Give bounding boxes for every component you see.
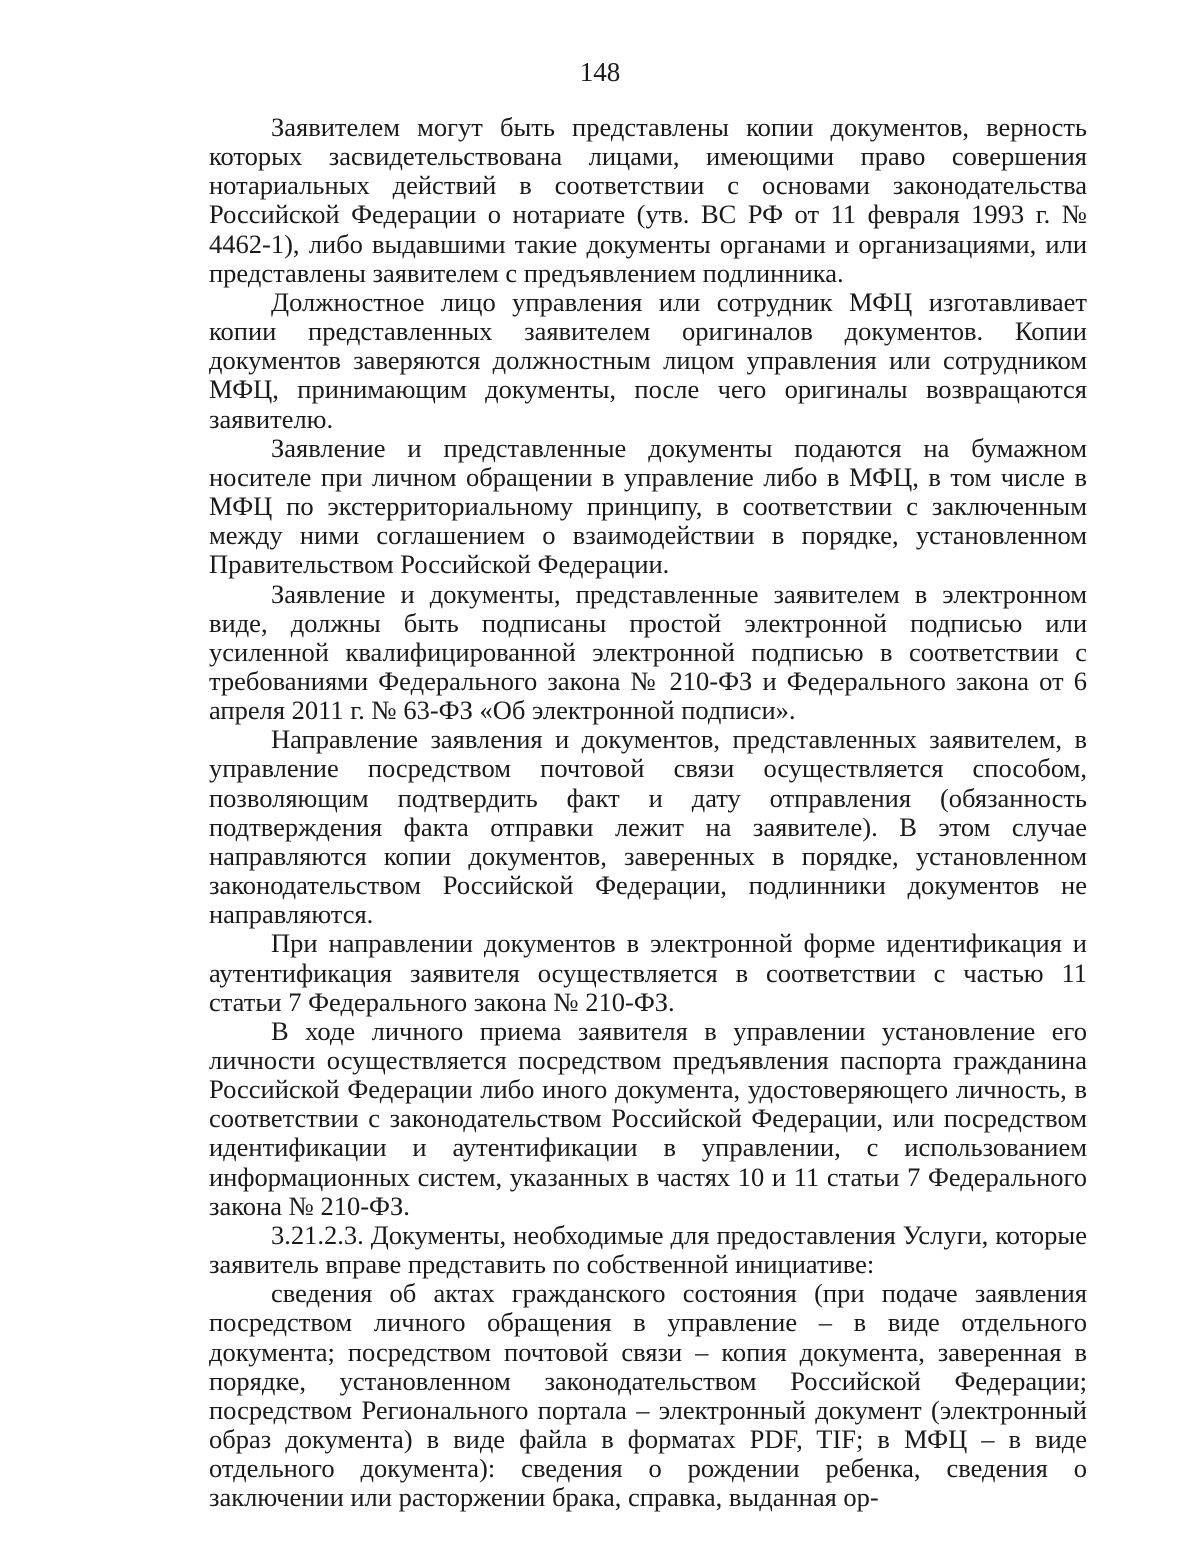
document-body xyxy=(209,113,1087,1513)
paragraph-official-makes-copies: Должностное лицо управления или сотрудник МФЦ изготавливает копии представленных заявителем оригиналов документов. Копии документов заверяются должностным лицом управления или сотрудником МФЦ, принимающим документы, после чего оригиналы возвращаются заявителю. xyxy=(209,286,1087,434)
paragraph-personal-reception-identity: В ходе личного приема заявителя в управлении установление его личности осуществляется посредством предъявления паспорта гражданина Российской Федерации либо иного документа, удостоверяющего личность, в соответствии с законодательством Российской Федерации, или посредством идентификации и аутентификации в управлении, с использованием информационных систем, указанных в частях 10 и 11 статьи 7 Федерального закона № 210-ФЗ. xyxy=(209,1015,1087,1221)
page-number: 148 xyxy=(579,57,621,87)
paragraph-postal-submission: Направление заявления и документов, представленных заявителем, в управление посредством почтовой связи осуществляется способом, позволяющим подтвердить факт и дату отправления (обязанность подтверждения факта отправки лежит на заявителе). В этом случае направляются копии документов, заверенных в порядке, установленном законодательством Российской Федерации, подлинники документов не направляются. xyxy=(209,724,1087,930)
paragraph-electronic-signature: Заявление и документы, представленные заявителем в электронном виде, должны быть подписаны простой электронной подписью или усиленной квалифицированной электронной подписью в соответствии с требованиями Федерального закона № 210-ФЗ и Федерального закона от 6 апреля 2011 г. № 63-ФЗ «Об электронной подписи». xyxy=(209,578,1087,726)
paragraph-section-3-21-2-3: 3.21.2.3. Документы, необходимые для предоставления Услуги, которые заявитель вправе представить по собственной инициативе: xyxy=(209,1219,1087,1280)
paragraph-certified-copies: Заявителем могут быть представлены копии документов, верность которых засвидетельствована лицами, имеющими право совершения нотариальных действий в соответствии с основами законодательства Российской Федерации о нотариате (утв. ВС РФ от 11 февраля 1993 г. № 4462-1), либо выдавшими такие документы органами и организациями, или представлены заявителем с предъявлением подлинника. xyxy=(209,112,1087,288)
paragraph-civil-status-records: сведения об актах гражданского состояния (при подаче заявления посредством личного обращения в управление – в виде отдельного документа; посредством почтовой связи – копия документа, заверенная в порядке, установленном законодательством Российской Федерации; посредством Регионального портала – электронный документ (электронный образ документа) в виде файла в форматах PDF, TIF; в МФЦ – в виде отдельного документа): сведения о рождении ребенка, сведения о заключении или расторжении брака, справка, выданная ор- xyxy=(209,1278,1087,1513)
paragraph-electronic-identification: При направлении документов в электронной форме идентификация и аутентификация заявителя осуществляется в соответствии с частью 11 статьи 7 Федерального закона № 210-ФЗ. xyxy=(209,928,1087,1017)
paragraph-paper-submission: Заявление и представленные документы подаются на бумажном носителе при личном обращении в управление либо в МФЦ, в том числе в МФЦ по экстерриториальному принципу, в соответствии с заключенным между ними соглашением о взаимодействии в порядке, установленном Правительством Российской Федерации. xyxy=(209,432,1087,580)
